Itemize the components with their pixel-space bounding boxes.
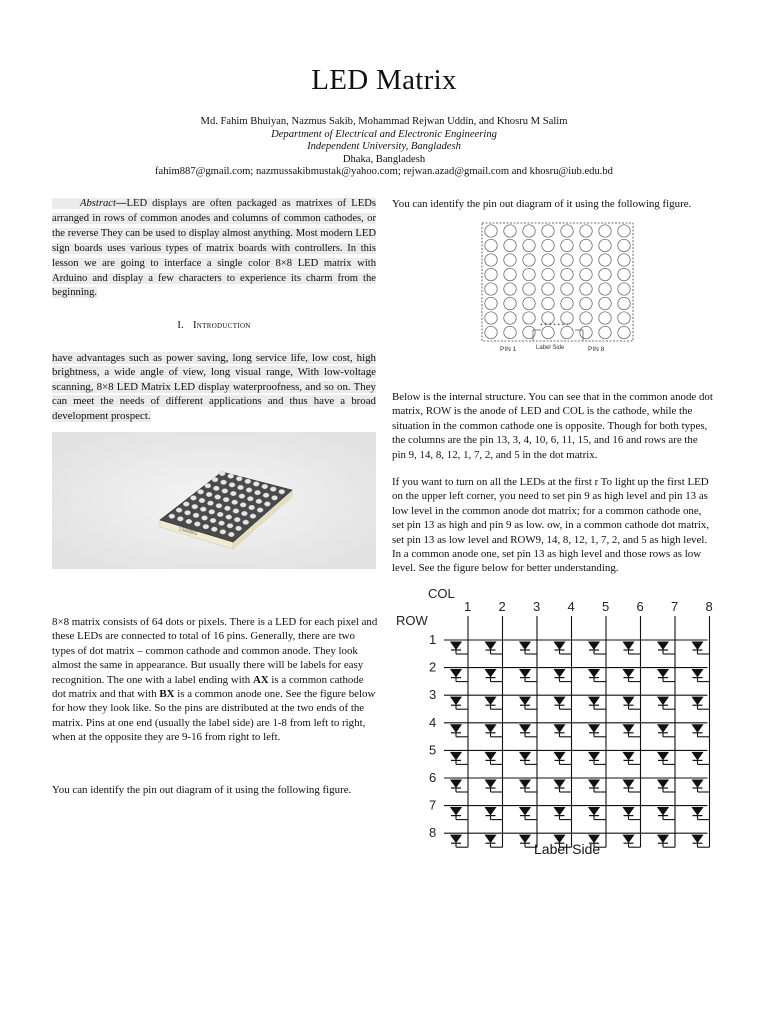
pinout-led-circle bbox=[485, 225, 497, 237]
pinout-led-circle bbox=[523, 268, 535, 280]
photo-led-dot bbox=[210, 518, 216, 523]
led-diode bbox=[658, 835, 668, 842]
pinout-led-circle bbox=[523, 239, 535, 251]
photo-led-dot bbox=[192, 504, 198, 509]
led-diode bbox=[624, 808, 634, 815]
row-number: 6 bbox=[429, 770, 437, 785]
photo-led-dot bbox=[247, 496, 253, 501]
photo-led-dot bbox=[200, 507, 206, 512]
photo-led-dot bbox=[211, 527, 217, 532]
led-diode bbox=[451, 808, 461, 815]
led-diode bbox=[555, 670, 565, 677]
led-diode bbox=[555, 697, 565, 704]
photo-led-dot bbox=[217, 512, 223, 517]
matrix-paragraph bbox=[52, 615, 378, 745]
intro-paragraph bbox=[52, 351, 376, 423]
label-side-caption: Label Side bbox=[534, 841, 601, 857]
pinout-led-circle bbox=[504, 326, 516, 338]
pinout-led-circle bbox=[542, 297, 554, 309]
pinout-led-circle bbox=[523, 326, 535, 338]
photo-led-dot bbox=[220, 530, 226, 535]
city: Dhaka, Bangladesh bbox=[342, 154, 426, 165]
pinout-led-circle bbox=[504, 225, 516, 237]
led-diode bbox=[451, 752, 461, 759]
intro-text: have advantages such as power saving, long service life, low cost, high brightness, a wide angle of view, long visual range, With low-voltage scanning, 8×8 LED Matrix LED display waterproofness, and so on. They can meet the needs of different applications and thus have a broad development prospect. bbox=[52, 352, 376, 422]
photo-led-dot bbox=[199, 498, 205, 503]
photo-led-dot bbox=[216, 503, 222, 508]
pinout-led-circle bbox=[523, 297, 535, 309]
internal-structure-schematic bbox=[392, 586, 766, 860]
pinout-led-circle bbox=[542, 326, 554, 338]
pinout-led-circle bbox=[580, 225, 592, 237]
photo-led-dot bbox=[245, 479, 251, 484]
emails: fahim887@gmail.com; nazmussakibmustak@yahoo.com; rejwan.azad@gmail.com and khosru@iub.edu.bd bbox=[155, 166, 613, 177]
led-diode bbox=[520, 808, 530, 815]
led-diode bbox=[589, 752, 599, 759]
pinout-led-circle bbox=[542, 239, 554, 251]
photo-led-dot bbox=[249, 505, 255, 510]
column-number: 1 bbox=[464, 599, 472, 614]
pinout-led-circle bbox=[523, 254, 535, 266]
matrix-text-1: 8×8 matrix consists of 64 dots or pixels. There is a LED for each pixel and these LEDs are connected to total of 16 pins. Generally, there are two types of dot matrix – common cathode and common anode. They look almost the same in appearance. But usually there will be labels for easy recognition. The one with a label ending with bbox=[52, 616, 378, 686]
pinout-led-circle bbox=[599, 225, 611, 237]
led-diode bbox=[658, 670, 668, 677]
pinout-led-circle bbox=[485, 254, 497, 266]
turnon-paragraph: If you want to turn on all the LEDs at the first r To light up the first LED on the upper left corner, you need to set pin 9 as high level and pin 13 as low level in the common anode dot matrix; for a common cathode one, set pin 13 as high and pin 9 as low. ow, in a common cathode dot matrix, set pin 13 as low level and ROW9, 14, 8, 12, 1, 7, 2, and 5 as high level. In a common anode one, set pin 13 as high level and those rows as low level. See the figure below for better understanding. bbox=[392, 476, 710, 575]
led-diode bbox=[486, 780, 496, 787]
pin1-label: PIN 1 bbox=[500, 346, 517, 353]
led-diode bbox=[693, 642, 703, 649]
photo-led-dot bbox=[263, 493, 269, 498]
photo-led-dot bbox=[240, 503, 246, 508]
led-diode bbox=[693, 808, 703, 815]
pinout-led-circle bbox=[561, 239, 573, 251]
led-diode bbox=[693, 725, 703, 732]
pinout-led-circle bbox=[580, 312, 592, 324]
column-number: 7 bbox=[671, 599, 679, 614]
led-diode bbox=[693, 835, 703, 842]
pinout-led-circle bbox=[618, 312, 630, 324]
matrix-wiring bbox=[444, 616, 710, 847]
pinout-led-circle bbox=[618, 297, 630, 309]
led-diode bbox=[555, 780, 565, 787]
label-bx: BX bbox=[159, 688, 175, 701]
led-diode bbox=[486, 835, 496, 842]
pinout-led-circle bbox=[504, 283, 516, 295]
pin8-label: PIN 8 bbox=[588, 346, 605, 353]
department: Department of Electrical and Electronic Engineering bbox=[271, 129, 497, 140]
led-diode bbox=[451, 697, 461, 704]
photo-led-dot bbox=[221, 480, 227, 485]
pinout-led-circle bbox=[580, 239, 592, 251]
led-diode bbox=[451, 725, 461, 732]
pinout-led-circle bbox=[580, 254, 592, 266]
pinout-led-circle bbox=[523, 283, 535, 295]
photo-led-dot bbox=[246, 488, 252, 493]
led-diode bbox=[555, 752, 565, 759]
row-number: 5 bbox=[429, 742, 437, 758]
led-diode bbox=[451, 780, 461, 787]
photo-led-dot bbox=[236, 476, 242, 481]
led-diode bbox=[589, 670, 599, 677]
pinout-led-circle bbox=[485, 326, 497, 338]
pinout-led-circle bbox=[542, 283, 554, 295]
photo-led-dot bbox=[193, 513, 199, 518]
pinout-led-circle bbox=[542, 225, 554, 237]
photo-led-dot bbox=[227, 523, 233, 528]
photo-led-dot bbox=[229, 483, 235, 488]
photo-led-dot bbox=[222, 489, 228, 494]
pinout-led-circle bbox=[504, 297, 516, 309]
led-diode bbox=[624, 725, 634, 732]
led-diode bbox=[658, 780, 668, 787]
pinout-led-circle bbox=[599, 268, 611, 280]
photo-led-dot bbox=[186, 519, 192, 524]
abstract-text: LED displays are often packaged as matrixes of LEDs arranged in rows of common anodes and columns of common cathodes, or the reverse They can be used to display almost anything. Most modern LED sign boards uses various types of matrix boards with controllers. In this lesson we are going to interface a single color 8×8 LED matrix with Arduino and display a few characters to experience its charm from the beginning. bbox=[52, 198, 376, 299]
pinout-led-circle bbox=[618, 225, 630, 237]
led-diode bbox=[555, 725, 565, 732]
photo-led-dot bbox=[209, 510, 215, 515]
photo-led-dot bbox=[226, 515, 232, 520]
pinout-led-circle bbox=[504, 254, 516, 266]
photo-led-dot bbox=[185, 510, 191, 515]
row-number: 8 bbox=[429, 825, 437, 841]
pinout-figure-graphic bbox=[478, 222, 638, 357]
pinout-led-circle bbox=[561, 225, 573, 237]
pinout-led-circle bbox=[618, 268, 630, 280]
row-label: ROW bbox=[396, 613, 428, 628]
label-side-text: Label Side bbox=[536, 345, 565, 351]
svg-text:1588BS: 1588BS bbox=[177, 526, 198, 538]
led-diode bbox=[589, 780, 599, 787]
pinout-led-circle bbox=[542, 268, 554, 280]
photo-led-dot bbox=[194, 522, 200, 527]
photo-led-dot bbox=[264, 502, 270, 507]
photo-led-dot bbox=[224, 506, 230, 511]
photo-led-dot bbox=[202, 516, 208, 521]
photo-led-dot bbox=[255, 490, 261, 495]
photo-led-dot bbox=[257, 508, 263, 513]
column-number: 8 bbox=[705, 599, 713, 614]
university: Independent University, Bangladesh bbox=[307, 141, 461, 152]
pinout-led-circle bbox=[485, 297, 497, 309]
pinout-led-circle bbox=[561, 297, 573, 309]
led-matrix-photo-graphic bbox=[52, 432, 376, 569]
row-number: 7 bbox=[429, 797, 437, 813]
pinout-led-circle bbox=[599, 297, 611, 309]
led-diode bbox=[486, 642, 496, 649]
pinout-led-circle bbox=[618, 326, 630, 338]
led-diode bbox=[589, 642, 599, 649]
led-diode bbox=[520, 642, 530, 649]
photo-led-dot bbox=[243, 520, 249, 525]
led-diode bbox=[658, 642, 668, 649]
photo-led-dot bbox=[228, 532, 234, 537]
row-number: 2 bbox=[429, 659, 437, 675]
led-diode bbox=[520, 780, 530, 787]
photo-led-dot bbox=[241, 511, 247, 516]
led-diode bbox=[451, 835, 461, 842]
authors: Md. Fahim Bhuiyan, Nazmus Sakib, Mohammad Rejwan Uddin, and Khosru M Salim bbox=[200, 116, 568, 127]
pinout-led-circle bbox=[580, 326, 592, 338]
matrix-text-2: is a common cathode dot matrix and that with bbox=[52, 673, 364, 701]
photo-led-dot bbox=[219, 521, 225, 526]
column-number: 5 bbox=[602, 599, 610, 614]
pinout-led-circle bbox=[523, 225, 535, 237]
photo-led-dot bbox=[253, 482, 259, 487]
photo-led-dot bbox=[232, 500, 238, 505]
photo-led-dot bbox=[219, 471, 225, 476]
section-title: Introduction bbox=[192, 320, 251, 331]
led-diode bbox=[624, 670, 634, 677]
row-numbers bbox=[429, 632, 436, 840]
pinout-led-circle bbox=[485, 239, 497, 251]
led-diode bbox=[486, 697, 496, 704]
col-label: COL bbox=[428, 586, 455, 601]
led-diode bbox=[520, 697, 530, 704]
pinout-led-circle bbox=[504, 268, 516, 280]
led-diode bbox=[520, 835, 530, 842]
pinout-led-circle bbox=[485, 268, 497, 280]
row-number: 3 bbox=[429, 687, 437, 703]
pinout-led-circle bbox=[580, 283, 592, 295]
pinout-led-circle bbox=[561, 283, 573, 295]
pinout-led-circle bbox=[599, 254, 611, 266]
svg-text:+ + + + + + +: + + + + + + + bbox=[540, 322, 569, 328]
pinout-led-circle bbox=[618, 239, 630, 251]
led-diode bbox=[589, 697, 599, 704]
pinout-led-circle bbox=[580, 297, 592, 309]
pinout-led-circle bbox=[618, 254, 630, 266]
row-number: 1 bbox=[429, 632, 437, 647]
photo-led-dot bbox=[230, 491, 236, 496]
led-diode bbox=[624, 697, 634, 704]
led-diode bbox=[624, 752, 634, 759]
led-diode bbox=[589, 725, 599, 732]
photo-led-dot bbox=[207, 501, 213, 506]
led-diode bbox=[658, 697, 668, 704]
pinout-led-circle bbox=[485, 283, 497, 295]
photo-led-dot bbox=[203, 524, 209, 529]
pinout-led-circle bbox=[504, 239, 516, 251]
photo-led-dot bbox=[176, 508, 182, 513]
photo-led-dot bbox=[233, 509, 239, 514]
led-diode bbox=[486, 752, 496, 759]
structure-paragraph: Below is the internal structure. You can see that in the common anode dot matrix, ROW is the anode of LED and COL is the cathode, while the situation in the common cathode one is opposite. Though for both types, the columns are the pin 13, 3, 4, 10, 6, 11, 15, and 16 and rows are the pin 9, 14, 8, 12, 1, 7, 2, and 5 in the dot matrix. bbox=[392, 391, 713, 461]
pinout-led-circle bbox=[504, 312, 516, 324]
led-diode bbox=[624, 642, 634, 649]
led-diode bbox=[624, 780, 634, 787]
photo-led-dot bbox=[212, 477, 218, 482]
column-number: 2 bbox=[498, 599, 506, 614]
pinout-led-circle bbox=[485, 312, 497, 324]
pinout-paragraph-left: You can identify the pin out diagram of it using the following figure. bbox=[52, 784, 352, 796]
led-diode bbox=[451, 642, 461, 649]
photo-led-dot bbox=[190, 496, 196, 501]
photo-led-dot bbox=[183, 502, 189, 507]
photo-led-dot bbox=[177, 517, 183, 522]
pinout-paragraph-right: You can identify the pin out diagram of it using the following figure. bbox=[392, 198, 692, 210]
led-diode bbox=[486, 808, 496, 815]
photo-led-dot bbox=[213, 486, 219, 491]
led-diode bbox=[693, 697, 703, 704]
pinout-led-circle bbox=[561, 254, 573, 266]
led-diode bbox=[520, 670, 530, 677]
led-diode bbox=[486, 725, 496, 732]
row-number: 4 bbox=[429, 714, 437, 730]
pinout-led-circle bbox=[599, 312, 611, 324]
column-number: 3 bbox=[533, 599, 541, 614]
photo-led-dot bbox=[270, 487, 276, 492]
label-ax: AX bbox=[252, 673, 269, 686]
pinout-figure bbox=[478, 222, 638, 357]
photo-led-dot bbox=[198, 490, 204, 495]
led-diode bbox=[451, 670, 461, 677]
led-diode bbox=[693, 752, 703, 759]
led-diode bbox=[486, 670, 496, 677]
abstract-dash: — bbox=[115, 198, 127, 209]
photo-led-dot bbox=[256, 499, 262, 504]
led-diode bbox=[624, 835, 634, 842]
pinout-led-circle bbox=[542, 254, 554, 266]
photo-led-dot bbox=[223, 497, 229, 502]
photo-led-dot bbox=[205, 483, 211, 488]
led-diode bbox=[520, 752, 530, 759]
photo-led-dot bbox=[228, 474, 234, 479]
led-diode bbox=[658, 725, 668, 732]
led-diode bbox=[693, 670, 703, 677]
led-diode bbox=[693, 780, 703, 787]
led-matrix-photo bbox=[52, 432, 376, 569]
photo-led-dot bbox=[169, 514, 175, 519]
section-heading-introduction bbox=[52, 320, 376, 331]
pinout-led-circle bbox=[561, 326, 573, 338]
led-diode bbox=[658, 752, 668, 759]
photo-led-dot bbox=[236, 526, 242, 531]
photo-led-dot bbox=[279, 489, 285, 494]
schematic-graphic bbox=[392, 586, 766, 860]
pinout-led-circle bbox=[561, 268, 573, 280]
pinout-led-circle bbox=[599, 239, 611, 251]
column-number: 6 bbox=[636, 599, 644, 614]
photo-led-dot bbox=[239, 494, 245, 499]
paper-title: LED Matrix bbox=[311, 64, 457, 96]
led-diode bbox=[555, 808, 565, 815]
pinout-led-circle bbox=[599, 326, 611, 338]
photo-led-dot bbox=[206, 492, 212, 497]
section-numeral: I. bbox=[177, 320, 185, 331]
photo-led-dot bbox=[272, 496, 278, 501]
photo-led-dot bbox=[238, 485, 244, 490]
photo-led-dot bbox=[215, 495, 221, 500]
pinout-led-circle bbox=[523, 312, 535, 324]
pinout-led-circle bbox=[580, 268, 592, 280]
led-diode bbox=[589, 808, 599, 815]
pinout-led-circle bbox=[618, 283, 630, 295]
matrix-text-3: is a common anode one. See the figure below for how they look like. So the pins are distributed at the two ends of the matrix. Pins at one end (usually the label side) are 1-8 from left to right, when at the opposite they are 9-16 from right to left. bbox=[52, 688, 376, 744]
photo-led-dot bbox=[262, 484, 268, 489]
abstract bbox=[52, 197, 376, 301]
photo-led-dot bbox=[250, 514, 256, 519]
led-diode bbox=[555, 642, 565, 649]
column-number: 4 bbox=[567, 599, 575, 614]
column-numbers bbox=[464, 599, 713, 614]
pinout-led-circle bbox=[599, 283, 611, 295]
led-diode bbox=[520, 725, 530, 732]
photo-led-dot bbox=[234, 517, 240, 522]
led-diode bbox=[658, 808, 668, 815]
abstract-label: Abstract bbox=[80, 198, 116, 209]
